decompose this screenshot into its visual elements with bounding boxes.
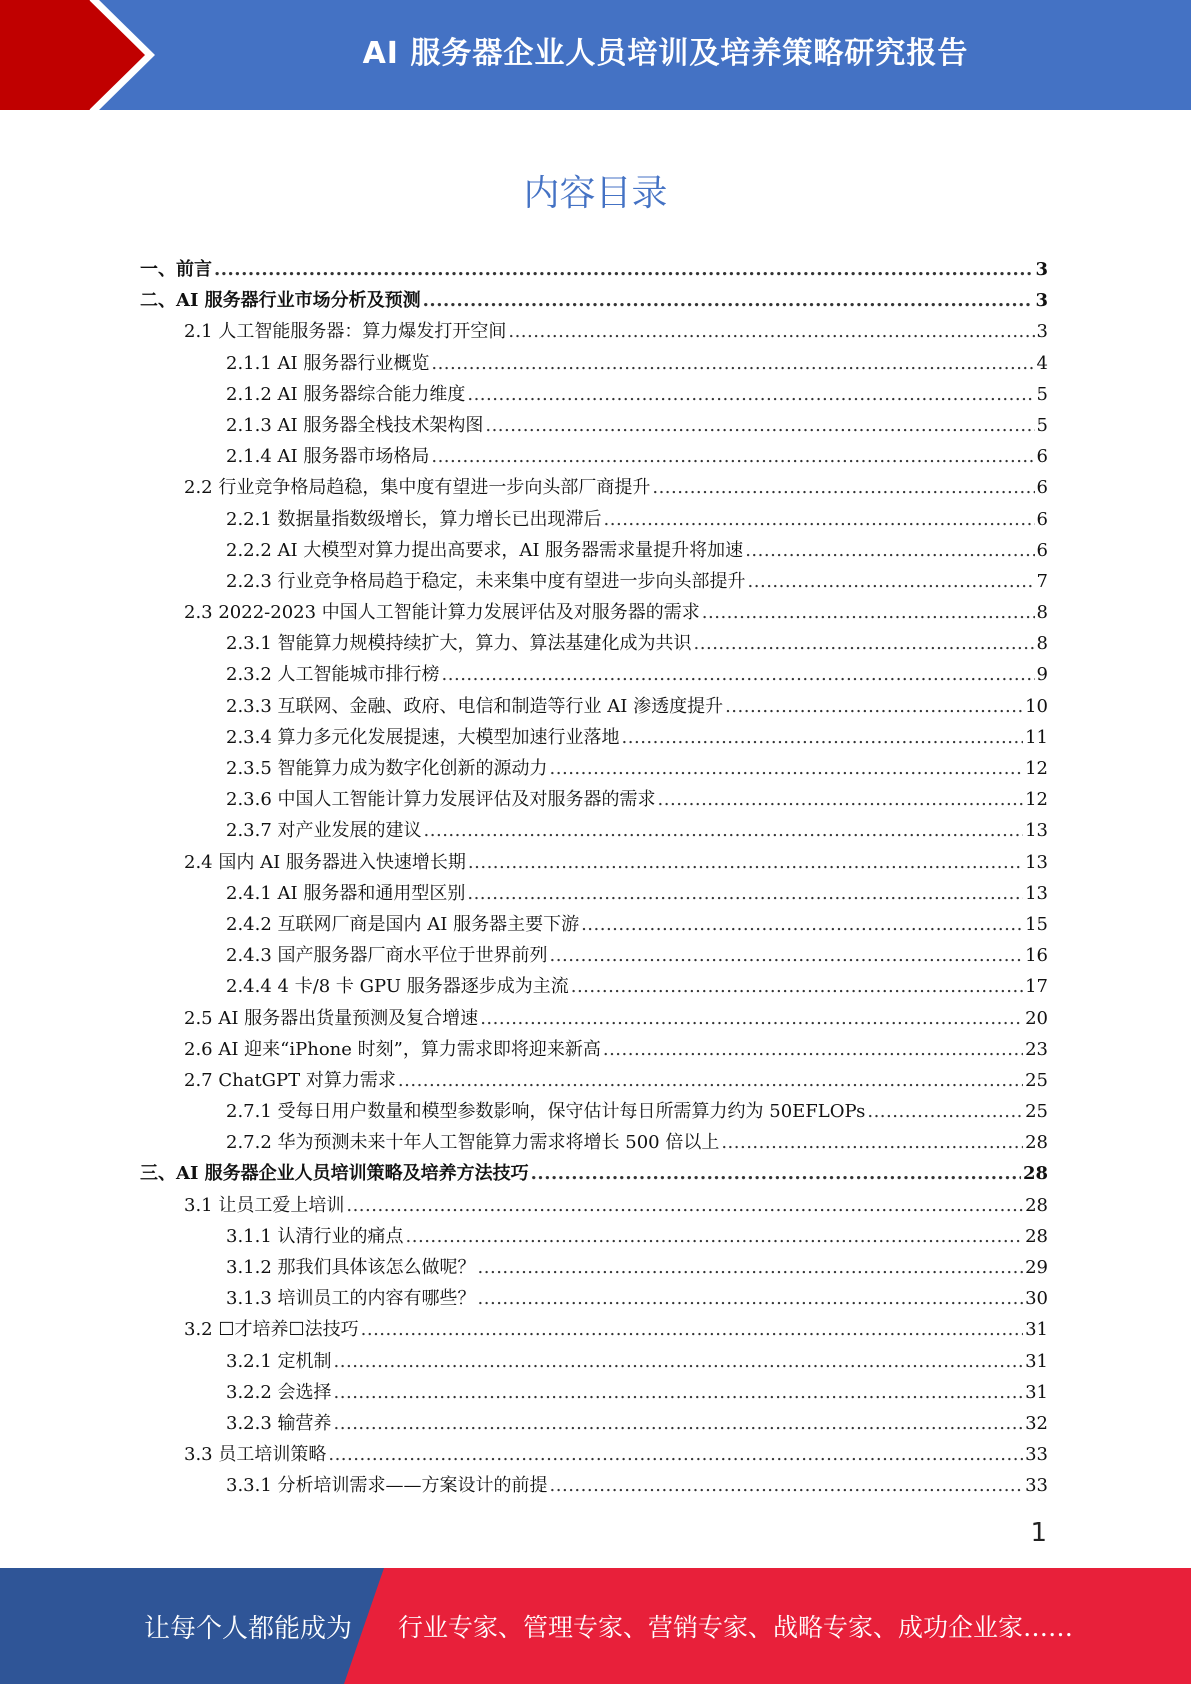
toc-dot-leader bbox=[361, 1314, 1023, 1345]
toc-entry[interactable] bbox=[140, 1221, 1048, 1252]
toc-entry[interactable] bbox=[140, 1408, 1048, 1439]
toc-dot-leader bbox=[745, 535, 1034, 566]
toc-entry-label: 2.4.2 互联网厂商是国内 AI 服务器主要下游 bbox=[226, 913, 580, 935]
toc-dot-leader bbox=[328, 1439, 1023, 1470]
toc-entry-page: 10 bbox=[1025, 695, 1048, 717]
toc-entry-page: 31 bbox=[1025, 1350, 1048, 1372]
toc-entry[interactable] bbox=[140, 971, 1048, 1002]
toc-dot-leader bbox=[431, 348, 1034, 379]
toc-entry-label: 2.4.3 国产服务器厂商水平位于世界前列 bbox=[226, 945, 548, 967]
toc-entry-page: 12 bbox=[1025, 789, 1048, 811]
toc-entry[interactable] bbox=[140, 1065, 1048, 1096]
toc-dot-leader bbox=[652, 472, 1034, 503]
toc-entry[interactable] bbox=[140, 659, 1048, 690]
toc-entry-page: 12 bbox=[1025, 758, 1048, 779]
toc-entry-page: 33 bbox=[1025, 1444, 1048, 1466]
toc-entry-label: 2.3.4 算力多元化发展提速，大模型加速行业落地 bbox=[226, 726, 620, 748]
toc-entry[interactable] bbox=[140, 1314, 1048, 1345]
toc-entry[interactable] bbox=[140, 722, 1048, 753]
toc-entry-label: 2.1.3 AI 服务器全栈技术架构图 bbox=[226, 414, 484, 436]
toc-entry-label: 2.2.1 数据量指数级增长，算力增长已出现滞后 bbox=[226, 508, 602, 530]
toc-entry-label: 2.7 ChatGPT 对算力需求 bbox=[184, 1069, 396, 1091]
toc-entry-label: 3.3.1 分析培训需求——方案设计的前提 bbox=[226, 1475, 548, 1497]
toc-entry-label: 二、AI 服务器行业市场分析及预测 bbox=[140, 290, 421, 312]
page-footer bbox=[0, 1568, 1191, 1684]
toc-entry-page: 5 bbox=[1036, 383, 1048, 405]
toc-entry-label: 3.2.2 会选择 bbox=[226, 1381, 332, 1403]
toc-entry[interactable] bbox=[140, 691, 1048, 722]
toc-entry-label: 3.1 让员工爱上培训 bbox=[184, 1194, 345, 1216]
toc-entry-page: 17 bbox=[1025, 976, 1048, 998]
toc-entry-page: 3 bbox=[1035, 290, 1048, 312]
toc-entry[interactable] bbox=[140, 1190, 1048, 1221]
page-header bbox=[0, 0, 1191, 110]
toc-entry-label: 2.3.2 人工智能城市排行榜 bbox=[226, 664, 440, 686]
toc-dot-leader bbox=[424, 815, 1024, 846]
toc-entry[interactable] bbox=[140, 285, 1048, 316]
toc-entry-page: 25 bbox=[1025, 1101, 1048, 1123]
toc-dot-leader bbox=[658, 784, 1024, 815]
toc-entry-label: 一、前言 bbox=[140, 259, 212, 280]
toc-entry[interactable] bbox=[140, 348, 1048, 379]
toc-entry[interactable] bbox=[140, 1346, 1048, 1377]
toc-dot-leader bbox=[398, 1065, 1023, 1096]
toc-entry-label: 2.2.3 行业竞争格局趋于稳定，未来集中度有望进一步向头部提升 bbox=[226, 570, 746, 592]
toc-entry-page: 3 bbox=[1035, 259, 1048, 280]
toc-dot-leader bbox=[431, 441, 1034, 472]
toc-entry-label: 2.1.4 AI 服务器市场格局 bbox=[226, 446, 430, 468]
toc-dot-leader bbox=[531, 1158, 1021, 1189]
toc-entry-label: 三、AI 服务器企业人员培训策略及培养方法技巧 bbox=[140, 1163, 529, 1185]
toc-entry-label: 2.3.3 互联网、金融、政府、电信和制造等行业 AI 渗透度提升 bbox=[226, 695, 724, 717]
toc-entry-label: 3.1.1 认清行业的痛点 bbox=[226, 1225, 404, 1247]
toc-entry-label: 2.4.1 AI 服务器和通用型区别 bbox=[226, 882, 466, 904]
toc-entry-page: 9 bbox=[1036, 664, 1048, 686]
footer-slogan-left: 让每个人都能成为 bbox=[144, 1613, 353, 1644]
toc-entry[interactable] bbox=[140, 753, 1048, 784]
toc-entry-page: 33 bbox=[1025, 1475, 1048, 1497]
toc-dot-leader bbox=[214, 254, 1033, 285]
toc-dot-leader bbox=[508, 316, 1034, 347]
toc-entry-page: 6 bbox=[1036, 508, 1048, 530]
toc-entry[interactable] bbox=[140, 379, 1048, 410]
toc-dot-leader bbox=[622, 722, 1024, 753]
toc-entry[interactable] bbox=[140, 815, 1048, 846]
toc-dot-leader bbox=[725, 691, 1023, 722]
toc-entry-page: 13 bbox=[1025, 882, 1048, 904]
toc-dot-leader bbox=[334, 1408, 1024, 1439]
toc-entry-label: 2.3 2022-2023 中国人工智能计算力发展评估及对服务器的需求 bbox=[184, 602, 700, 624]
toc-entry-label: 2.7.1 受每日用户数量和模型参数影响，保守估计每日所需算力约为 50EFLOPs bbox=[226, 1101, 866, 1123]
toc-entry-page: 8 bbox=[1036, 602, 1048, 624]
toc-entry-page: 13 bbox=[1025, 851, 1048, 873]
toc-dot-leader bbox=[550, 1470, 1024, 1501]
toc-entry-page: 6 bbox=[1036, 539, 1048, 561]
header-arrow-graphic bbox=[0, 0, 200, 110]
toc-entry-page: 25 bbox=[1025, 1069, 1048, 1091]
toc-entry[interactable] bbox=[140, 1470, 1048, 1501]
toc-entry-page: 7 bbox=[1036, 570, 1048, 592]
toc-entry-page: 5 bbox=[1036, 414, 1048, 436]
toc-dot-leader bbox=[603, 1034, 1023, 1065]
toc-dot-leader bbox=[346, 1190, 1023, 1221]
toc-entry-label: 2.3.1 智能算力规模持续扩大，算力、算法基建化成为共识 bbox=[226, 633, 692, 655]
toc-dot-leader bbox=[485, 410, 1034, 441]
toc-entry-page: 6 bbox=[1036, 477, 1048, 499]
toc-entry[interactable] bbox=[140, 441, 1048, 472]
toc-entry-page: 8 bbox=[1036, 633, 1048, 655]
toc-entry-page: 11 bbox=[1025, 726, 1048, 748]
footer-slogan-right: 行业专家、管理专家、营销专家、战略专家、成功企业家…… bbox=[398, 1613, 1074, 1642]
toc-dot-leader bbox=[694, 628, 1035, 659]
toc-entry[interactable] bbox=[140, 909, 1048, 940]
toc-entry[interactable] bbox=[140, 1096, 1048, 1127]
toc-entry-label: 3.2.3 输营养 bbox=[226, 1412, 332, 1434]
toc-entry[interactable] bbox=[140, 1127, 1048, 1158]
toc-entry[interactable] bbox=[140, 1439, 1048, 1470]
toc-entry[interactable] bbox=[140, 1158, 1048, 1189]
toc-entry[interactable] bbox=[140, 410, 1048, 441]
toc-entry-label: 2.5 AI 服务器出货量预测及复合增速 bbox=[184, 1007, 479, 1029]
toc-entry-page: 20 bbox=[1025, 1007, 1048, 1029]
toc-entry[interactable] bbox=[140, 1377, 1048, 1408]
toc-entry[interactable] bbox=[140, 940, 1048, 971]
toc-dot-leader bbox=[550, 753, 1024, 784]
report-title: AI 服务器企业人员培训及培养策略研究报告 bbox=[362, 36, 969, 71]
toc-entry-label: 3.2 ☐才培养☐法技巧 bbox=[184, 1319, 359, 1341]
toc-dot-leader bbox=[748, 566, 1035, 597]
toc-dot-leader bbox=[406, 1221, 1024, 1252]
toc-dot-leader bbox=[467, 878, 1023, 909]
toc-entry[interactable] bbox=[140, 628, 1048, 659]
toc-entry-page: 31 bbox=[1025, 1381, 1048, 1403]
toc-dot-leader bbox=[468, 847, 1023, 878]
page-number: 1 bbox=[1030, 1518, 1047, 1548]
toc-dot-leader bbox=[480, 1003, 1023, 1034]
toc-entry-page: 28 bbox=[1025, 1194, 1048, 1216]
toc-entry-page: 15 bbox=[1025, 913, 1048, 935]
toc-entry[interactable] bbox=[140, 597, 1048, 628]
toc-dot-leader bbox=[867, 1096, 1023, 1127]
toc-entry-label: 3.2.1 定机制 bbox=[226, 1350, 332, 1372]
toc-entry[interactable] bbox=[140, 316, 1048, 347]
toc-entry-page: 6 bbox=[1036, 446, 1048, 468]
toc-entry-page: 28 bbox=[1022, 1163, 1048, 1185]
toc-entry[interactable] bbox=[140, 878, 1048, 909]
toc-entry[interactable] bbox=[140, 1283, 1048, 1314]
toc-dot-leader bbox=[423, 285, 1034, 316]
toc-entry-label: 2.4.4 4 卡/8 卡 GPU 服务器逐步成为主流 bbox=[226, 976, 569, 998]
toc-dot-leader bbox=[604, 504, 1035, 535]
toc-entry-page: 16 bbox=[1025, 945, 1048, 967]
toc-entry-page: 3 bbox=[1036, 321, 1048, 343]
toc-dot-leader bbox=[467, 379, 1034, 410]
toc-dot-leader bbox=[334, 1346, 1024, 1377]
toc-heading: 内容目录 bbox=[523, 173, 668, 214]
toc-dot-leader bbox=[571, 971, 1023, 1002]
toc-entry-label: 2.3.6 中国人工智能计算力发展评估及对服务器的需求 bbox=[226, 789, 656, 811]
table-of-contents bbox=[140, 254, 1048, 1502]
toc-entry-label: 3.1.2 那我们具体该怎么做呢？ bbox=[226, 1257, 476, 1278]
toc-entry-label: 2.2.2 AI 大模型对算力提出高要求，AI 服务器需求量提升将加速 bbox=[226, 539, 744, 561]
toc-entry-label: 2.6 AI 迎来“iPhone 时刻”，算力需求即将迎来新高 bbox=[184, 1038, 601, 1060]
toc-dot-leader bbox=[478, 1283, 1024, 1314]
toc-entry[interactable] bbox=[140, 254, 1048, 285]
toc-entry[interactable] bbox=[140, 1252, 1048, 1283]
toc-entry-page: 32 bbox=[1025, 1412, 1048, 1434]
toc-entry[interactable] bbox=[140, 1003, 1048, 1034]
toc-entry-label: 2.1.1 AI 服务器行业概览 bbox=[226, 352, 430, 374]
toc-dot-leader bbox=[721, 1127, 1023, 1158]
toc-entry[interactable] bbox=[140, 847, 1048, 878]
toc-entry-label: 2.3.7 对产业发展的建议 bbox=[226, 820, 422, 842]
toc-dot-leader bbox=[581, 909, 1023, 940]
toc-dot-leader bbox=[702, 597, 1035, 628]
toc-entry[interactable] bbox=[140, 472, 1048, 503]
toc-entry-label: 3.3 员工培训策略 bbox=[184, 1444, 327, 1466]
toc-entry[interactable] bbox=[140, 504, 1048, 535]
toc-entry-page: 30 bbox=[1025, 1288, 1048, 1310]
toc-entry-label: 2.1.2 AI 服务器综合能力维度 bbox=[226, 383, 466, 405]
toc-entry-label: 3.1.3 培训员工的内容有哪些？ bbox=[226, 1288, 476, 1310]
toc-dot-leader bbox=[478, 1252, 1024, 1283]
toc-dot-leader bbox=[550, 940, 1024, 971]
toc-entry[interactable] bbox=[140, 566, 1048, 597]
toc-entry-page: 23 bbox=[1025, 1038, 1048, 1060]
toc-dot-leader bbox=[334, 1377, 1024, 1408]
toc-entry-page: 28 bbox=[1025, 1132, 1048, 1154]
toc-entry-page: 29 bbox=[1025, 1257, 1048, 1278]
toc-entry-label: 2.4 国内 AI 服务器进入快速增长期 bbox=[184, 851, 466, 873]
toc-entry-page: 4 bbox=[1036, 352, 1048, 374]
toc-entry-label: 2.7.2 华为预测未来十年人工智能算力需求将增长 500 倍以上 bbox=[226, 1132, 720, 1154]
toc-entry-page: 31 bbox=[1025, 1319, 1048, 1341]
toc-entry[interactable] bbox=[140, 1034, 1048, 1065]
toc-dot-leader bbox=[442, 659, 1035, 690]
toc-entry-label: 2.3.5 智能算力成为数字化创新的源动力 bbox=[226, 758, 548, 779]
toc-entry[interactable] bbox=[140, 784, 1048, 815]
toc-entry-page: 28 bbox=[1025, 1225, 1048, 1247]
toc-entry-page: 13 bbox=[1025, 820, 1048, 842]
toc-entry[interactable] bbox=[140, 535, 1048, 566]
toc-entry-label: 2.2 行业竞争格局趋稳，集中度有望进一步向头部厂商提升 bbox=[184, 477, 651, 499]
toc-entry-label: 2.1 人工智能服务器：算力爆发打开空间 bbox=[184, 321, 507, 343]
